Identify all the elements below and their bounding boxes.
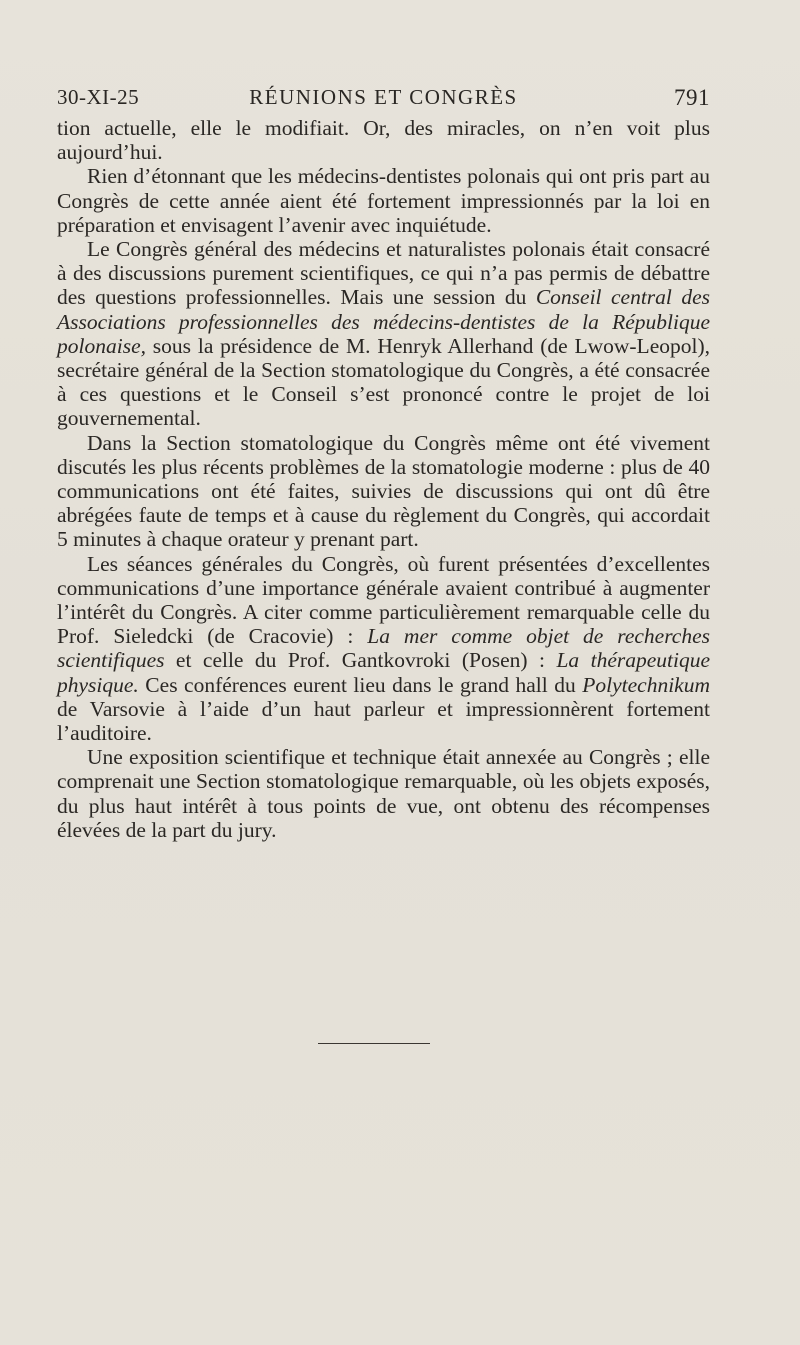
italic-text: Polytechnikum [582, 672, 710, 697]
paragraph-text: sous la présidence de M. Henryk Allerhand (de Lwow-Leopol), secrétaire général de la Section stomatologique du Congrès, a été consacrée à ces questions et le Conseil s’est prononcé contre le projet de loi gouvernemental. [57, 333, 710, 431]
paragraph [57, 431, 710, 552]
running-head [57, 85, 710, 113]
paragraph [57, 552, 710, 746]
paragraph-text: Le Congrès général des médecins et naturalistes polonais était consacré à des discussions purement scientifiques, ce qui n’a pas permis de débattre des questions professionnelles. Mais une session du [57, 237, 710, 310]
paragraph-text: tion actuelle, elle le modifiait. Or, des miracles, on n’en voit plus aujourd’hui. [57, 116, 710, 165]
italic-text: La thérapeutique physique. [57, 648, 711, 697]
paragraph-text: de Varsovie à l’aide d’un haut parleur et impressionnèrent fortement l’auditoire. [57, 696, 710, 746]
paragraph [57, 164, 710, 237]
italic-text: La mer comme objet de recherches scientifiques [57, 624, 710, 673]
section-separator-rule [318, 1043, 430, 1044]
paragraph [57, 745, 710, 842]
paragraph-text: Dans la Section stomatologique du Congrès même ont été vivement discutés les plus récents problèmes de la stomatologie moderne : plus de 40 communications ont été faites, suivies de discussions qui ont dû être abrégées faute de temps et à cause du règlement du Congrès, qui accordait 5 minutes à chaque orateur y prenant part. [57, 430, 710, 552]
paragraph [57, 237, 710, 431]
header-date: 30-XI-25 [57, 85, 140, 109]
header-section-title: RÉUNIONS ET CONGRÈS [249, 85, 518, 109]
paragraph [57, 116, 710, 164]
paragraph-text: Ces conférences eurent lieu dans le grand hall du [138, 672, 583, 697]
page-number: 791 [674, 85, 710, 110]
article-body [57, 116, 710, 842]
italic-text: Conseil central des Associations professionnelles des médecins-dentistes de la République polonaise, [57, 285, 710, 358]
paragraph-text: et celle du Prof. Gantkovroki (Posen) : [164, 648, 557, 673]
paragraph-text: Une exposition scientifique et technique était annexée au Congrès ; elle comprenait une Section stomatologique remarquable, où les objets exposés, du plus haut intérêt à tous points de vue, ont obtenu des récompenses élevées de la part du jury. [57, 745, 710, 842]
paragraph-text: Les séances générales du Congrès, où furent présentées d’excellentes communications d’une importance générale avaient contribué à augmenter l’intérêt du Congrès. A citer comme particulièrement remarquable celle du Prof. Sieledcki (de Cracovie) : [57, 551, 710, 649]
paragraph-text: Rien d’étonnant que les médecins-dentistes polonais qui ont pris part au Congrès de cette année aient été fortement impressionnés par la loi en préparation et envisagent l’avenir avec inquiétude. [57, 164, 710, 237]
